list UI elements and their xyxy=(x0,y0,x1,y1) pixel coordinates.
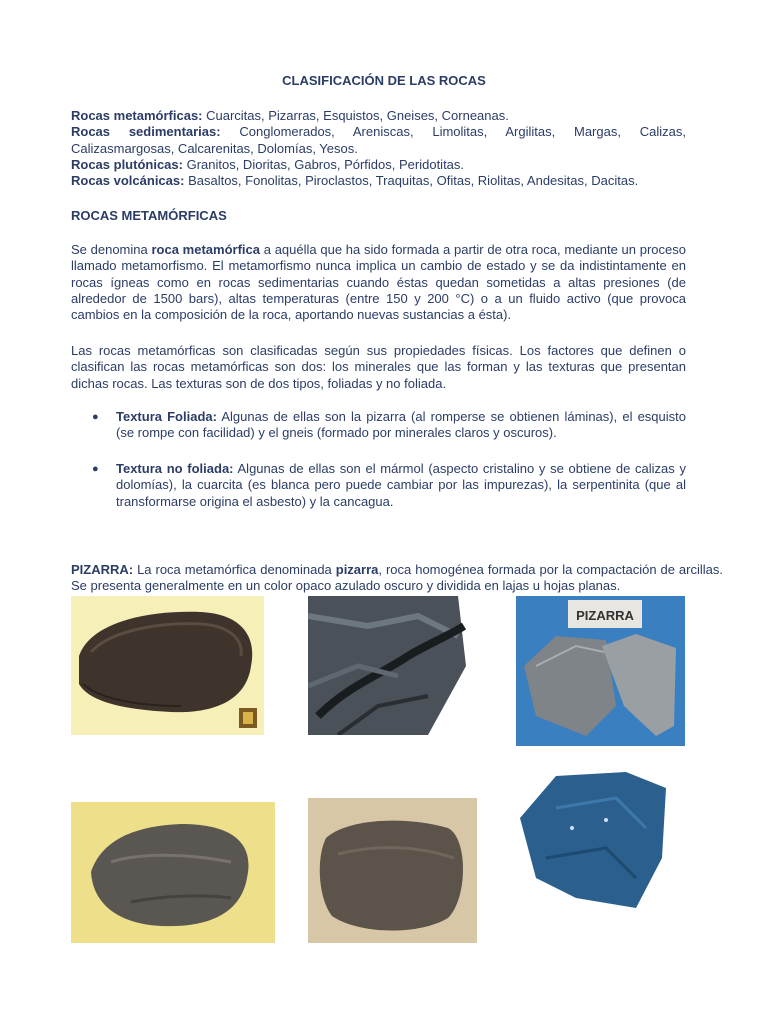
paragraph-pizarra: PIZARRA: La roca metamórfica denominada pizarra, roca homogénea formada por la compactación de arcillas. Se presenta generalmente en un color opaco azulado oscuro y dividida en lajas u hojas planas. xyxy=(71,562,723,594)
bullet-non-foliated: ● Textura no foliada: Algunas de ellas son el mármol (aspecto cristalino y se obtiene de calizas y dolomías), la cuarcita (es blanca pero puede cambiar por las impurezas), la serpentinita (que al transformarse origina el asbesto) y la cancagua. xyxy=(92,461,686,509)
slate-photo-2 xyxy=(308,596,466,735)
classification-volcanic: Rocas volcánicas: Basaltos, Fonolitas, Piroclastos, Traquitas, Ofitas, Riolitas, Andesitas, Dacitas. xyxy=(71,173,639,189)
slate-photo-5 xyxy=(308,798,477,943)
photo-sign-label: PIZARRA xyxy=(576,608,634,623)
slate-photo-1 xyxy=(71,596,264,735)
slate-photo-6 xyxy=(516,768,669,913)
bullet-dot-icon: ● xyxy=(92,411,99,423)
classification-plutonic: Rocas plutónicas: Granitos, Dioritas, Gabros, Pórfidos, Peridotitas. xyxy=(71,156,465,172)
classification-list xyxy=(71,108,686,189)
classification-sedimentary: Rocas sedimentarias: Conglomerados, Areniscas, Limolitas, Argilitas, Margas, Calizas, Calizasmargosas, Calcarenitas, Dolomías, Yesos. xyxy=(71,124,686,156)
document-title: CLASIFICACIÓN DE LAS ROCAS xyxy=(282,73,486,88)
paragraph-definition: Se denomina roca metamórfica a aquélla que ha sido formada a partir de otra roca, mediante un proceso llamado metamorfismo. El metamorfismo nunca implica un cambio de estado y se da indistintamente en rocas ígneas como en rocas sedimentarias cuando éstas quedan sometidas a altas presiones (de alrededor de 1500 bars), altas temperaturas (entre 150 y 200 °C) o a un fluido activo (que provoca cambios en la composición de la roca, aportando nuevas sustancias a ésta). xyxy=(71,242,686,323)
slate-photo-3 xyxy=(516,596,685,746)
classification-metamorphic: Rocas metamórficas: Cuarcitas, Pizarras, Esquistos, Gneises, Corneanas. xyxy=(71,108,509,123)
bullet-foliated: ● Textura Foliada: Algunas de ellas son la pizarra (al romperse se obtienen láminas), el esquisto (se rompe con facilidad) y el gneis (formado por minerales claros y oscuros). xyxy=(92,409,686,441)
slate-photo-4 xyxy=(71,802,275,943)
paragraph-classification: Las rocas metamórficas son clasificadas según sus propiedades físicas. Los factores que definen o clasifican las rocas metamórficas son dos: los minerales que las forman y las texturas que presentan dichas rocas. Las texturas son de dos tipos, foliadas y no foliada. xyxy=(71,343,686,391)
section-heading: ROCAS METAMÓRFICAS xyxy=(71,208,227,223)
bullet-dot-icon: ● xyxy=(92,463,99,475)
